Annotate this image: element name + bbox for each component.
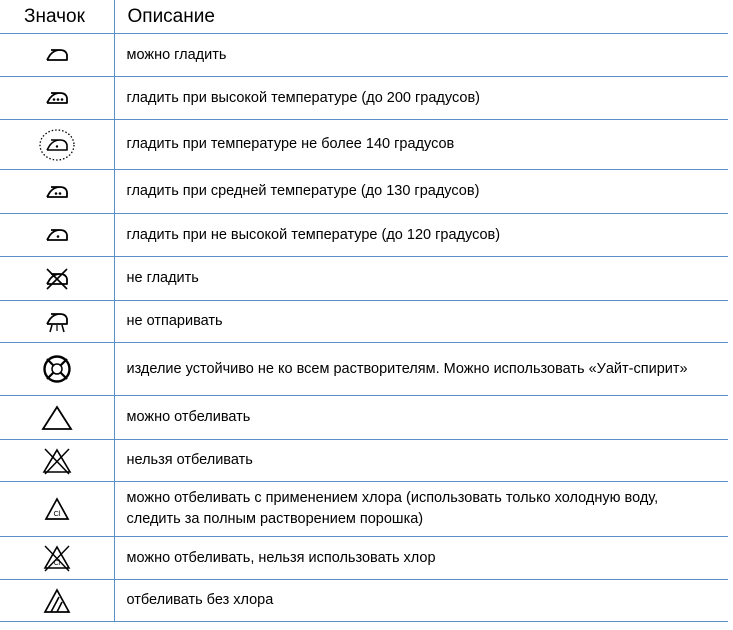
row-description: можно гладить (114, 34, 728, 77)
bleach-triangle-icon (0, 396, 114, 440)
chlorine-label: Cl (53, 509, 61, 518)
iron-dotted-circle-icon (0, 120, 114, 170)
table-row (0, 301, 728, 343)
table-row (0, 34, 728, 77)
table-row (0, 343, 728, 396)
table-row (0, 537, 728, 580)
chlorine-label: Cl (53, 560, 61, 567)
row-description: не отпаривать (114, 301, 728, 343)
table-row (0, 482, 728, 537)
row-description: можно отбеливать с применением хлора (использовать только холодную воду, следить за полным растворением порошка) (114, 482, 728, 537)
table-row (0, 214, 728, 257)
no-bleach-icon (0, 440, 114, 482)
iron-icon (0, 34, 114, 77)
row-description: гладить при температуре не более 140 градусов (114, 120, 728, 170)
no-chlorine-bleach-icon (0, 537, 114, 580)
row-description: гладить при средней температуре (до 130 градусов) (114, 170, 728, 214)
row-description: отбеливать без хлора (114, 580, 728, 622)
table-row (0, 170, 728, 214)
row-description: гладить при высокой температуре (до 200 градусов) (114, 77, 728, 120)
row-description: нельзя отбеливать (114, 440, 728, 482)
no-iron-icon (0, 257, 114, 301)
table-row (0, 120, 728, 170)
no-steam-icon (0, 301, 114, 343)
table-row (0, 396, 728, 440)
non-chlorine-bleach-icon (0, 580, 114, 622)
row-description: не гладить (114, 257, 728, 301)
header-icon-column: Значок (24, 5, 85, 27)
chlorine-bleach-icon (0, 482, 114, 537)
header-description-column: Описание (114, 0, 728, 34)
table-row (0, 77, 728, 120)
row-description: гладить при не высокой температуре (до 120 градусов) (114, 214, 728, 257)
row-description: можно отбеливать (114, 396, 728, 440)
table-row (0, 440, 728, 482)
table-row (0, 257, 728, 301)
table-row (0, 580, 728, 622)
table-header-row (0, 0, 728, 34)
row-description: изделие устойчиво не ко всем растворителям. Можно использовать «Уайт-спирит» (114, 343, 728, 396)
no-dry-clean-icon (0, 343, 114, 396)
iron-two-dots-icon (0, 170, 114, 214)
iron-three-dots-icon (0, 77, 114, 120)
iron-one-dot-icon (0, 214, 114, 257)
row-description: можно отбеливать, нельзя использовать хлор (114, 537, 728, 580)
